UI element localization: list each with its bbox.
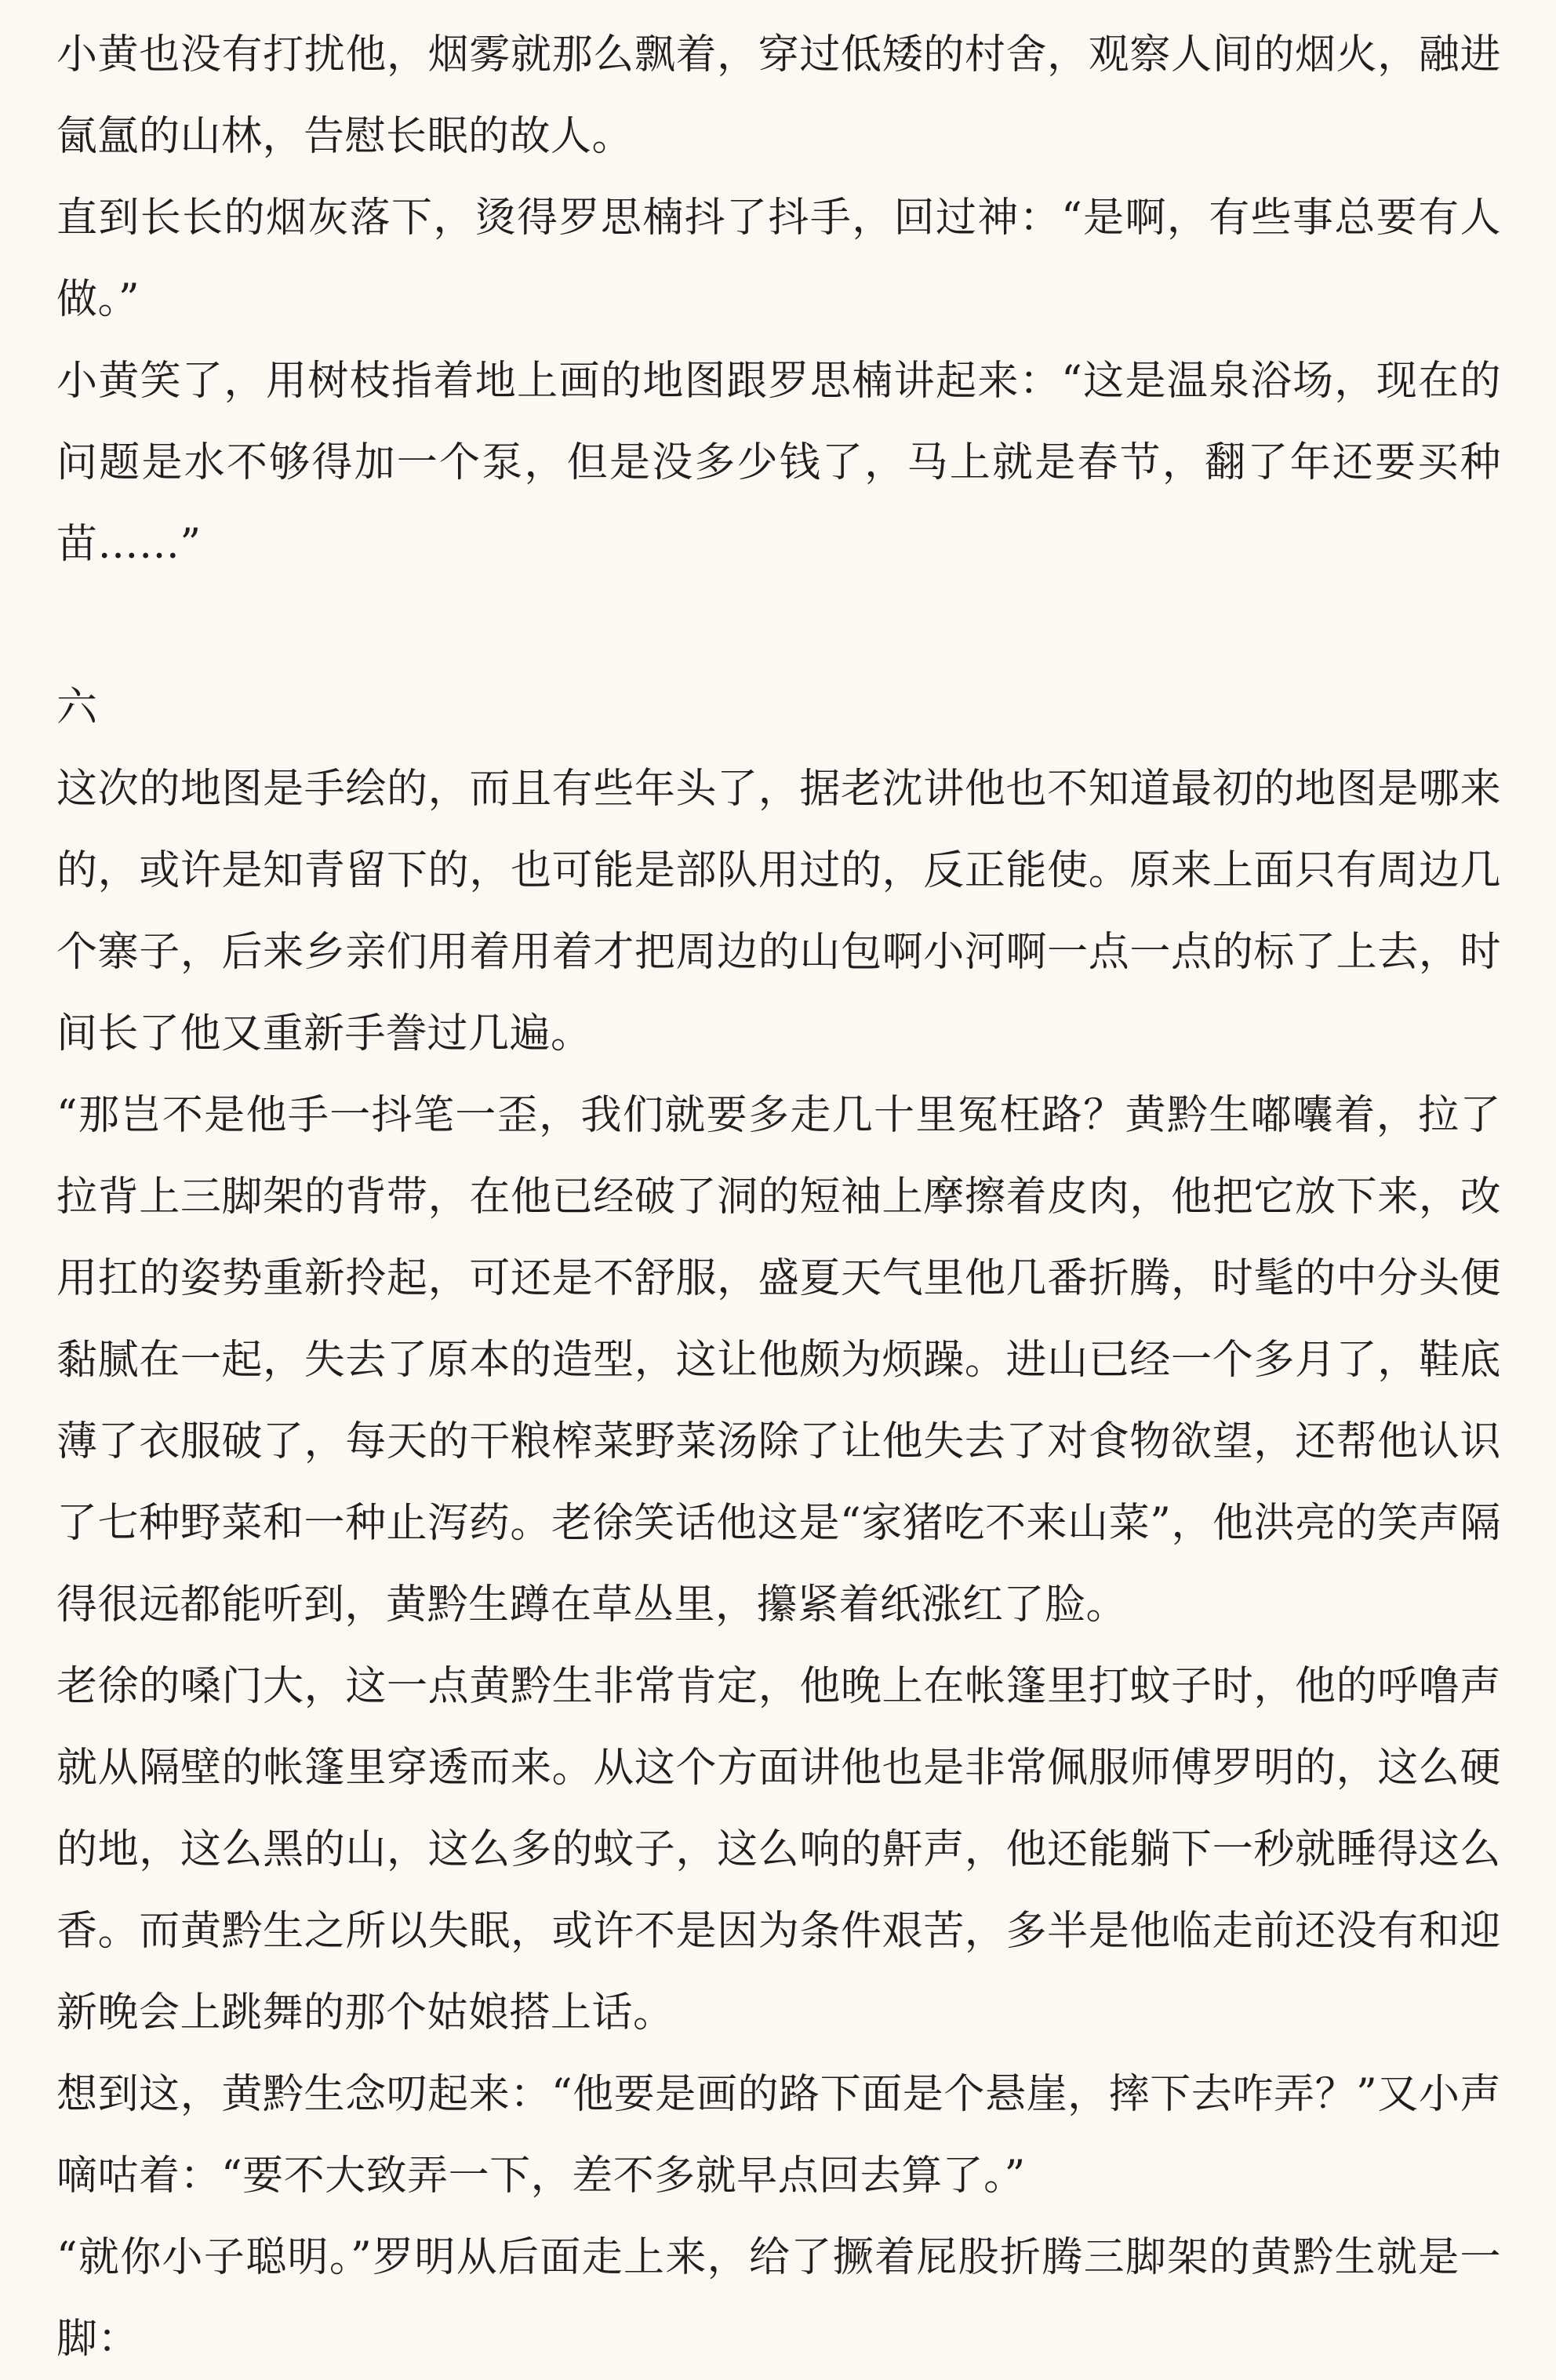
paragraph: 小黄笑了，用树枝指着地上画的地图跟罗思楠讲起来：“这是温泉浴场，现在的问题是水不够得加一个泵，但是没多少钱了，马上就是春节，翻了年还要买种苗……” bbox=[56, 358, 1501, 568]
paragraph: 想到这，黄黔生念叨起来：“他要是画的路下面是个悬崖，摔下去咋弄？”又小声嘀咕着：“要不大致弄一下，差不多就早点回去算了。” bbox=[56, 2071, 1501, 2200]
paragraph: 这次的地图是手绘的，而且有些年头了，据老沈讲他也不知道最初的地图是哪来的，或许是知青留下的，也可能是部队用过的，反正能使。原来上面只有周边几个寨子，后来乡亲们用着用着才把周边的山包啊小河啊一点一点的标了上去，时间长了他又重新手誊过几遍。 bbox=[56, 766, 1501, 1057]
paragraph: “就你小子聪明。”罗明从后面走上来，给了撅着屁股折腾三脚架的黄黔生就是一脚： bbox=[56, 2234, 1501, 2363]
paragraph: “那岂不是他手一抖笔一歪，我们就要多走几十里冤枉路？黄黔生嘟囔着，拉了拉背上三脚架的背带，在他已经破了洞的短袖上摩擦着皮肉，他把它放下来，改用扛的姿势重新拎起，可还是不舒服，盛夏天气里他几番折腾，时髦的中分头便黏腻在一起，失去了原本的造型，这让他颇为烦躁。进山已经一个多月了，鞋底薄了衣服破了，每天的干粮榨菜野菜汤除了让他失去了对食物欲望，还帮他认识了七种野菜和一种止泻药。老徐笑话他这是“家猪吃不来山菜”，他洪亮的笑声隔得很远都能听到，黄黔生蹲在草丛里，攥紧着纸涨红了脸。 bbox=[56, 1092, 1501, 1629]
section-heading: 六 bbox=[56, 684, 98, 731]
paragraph: 直到长长的烟灰落下，烫得罗思楠抖了抖手，回过神：“是啊，有些事总要有人做。” bbox=[56, 195, 1501, 323]
blank-line bbox=[56, 585, 1501, 667]
paragraph: 小黄也没有打扰他，烟雾就那么飘着，穿过低矮的村舍，观察人间的烟火，融进氤氲的山林，告慰长眠的故人。 bbox=[56, 31, 1501, 160]
paragraph: 老徐的嗓门大，这一点黄黔生非常肯定，他晚上在帐篷里打蚊子时，他的呼噜声就从隔壁的帐篷里穿透而来。从这个方面讲他也是非常佩服师傅罗明的，这么硬的地，这么黑的山，这么多的蚊子，这么响的鼾声，他还能躺下一秒就睡得这么香。而黄黔生之所以失眠，或许不是因为条件艰苦，多半是他临走前还没有和迎新晚会上跳舞的那个姑娘搭上话。 bbox=[56, 1663, 1501, 2036]
